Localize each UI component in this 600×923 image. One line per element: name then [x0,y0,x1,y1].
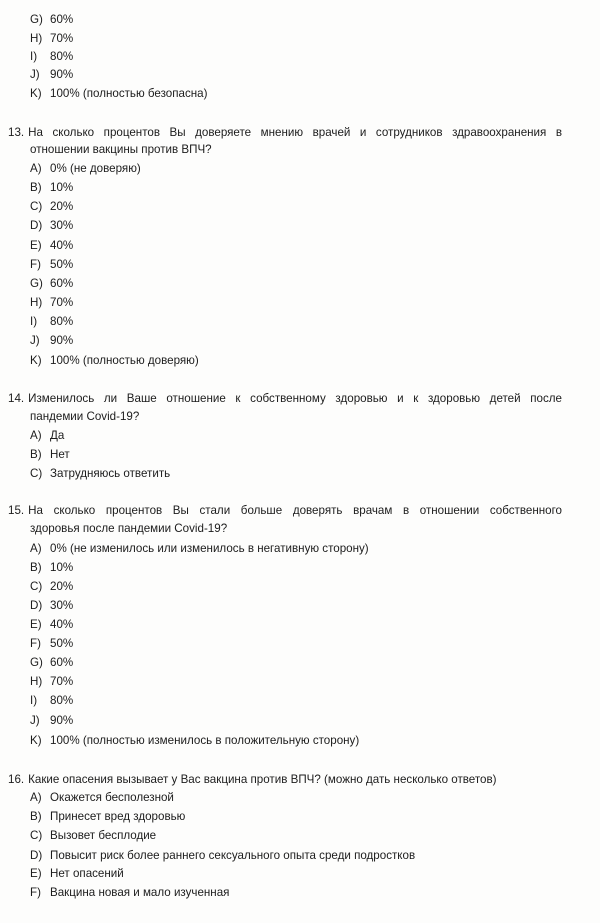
option-item: D) 30% [30,219,74,232]
option-item: H) 70% [30,32,74,45]
option-item: C) 20% [30,580,74,593]
option-item: E) 40% [30,618,74,631]
option-item: K) 100% (полностью безопасна) [30,87,208,100]
question-15-line-1: 15. На сколько процентов Вы стали больше доверять врачам в отношении собственного [8,504,562,517]
option-item: C) Вызовет бесплодие [30,829,157,842]
option-item: F) Вакцина новая и мало изученная [30,886,230,899]
option-item: H) 70% [30,675,74,688]
option-item: G) 60% [30,277,74,290]
question-14-line-2: пандемии Covid-19? [30,410,140,423]
option-item: I) 80% [30,50,74,63]
option-item: F) 50% [30,637,74,650]
question-16-line-1: 16. Какие опасения вызывает у Вас вакцина против ВПЧ? (можно дать несколько ответов) [8,773,497,786]
option-item: A) Да [30,429,65,442]
question-14-line-1: 14. Изменилось ли Ваше отношение к собственному здоровью и к здоровью детей после [8,392,562,405]
option-item: E) 40% [30,239,74,252]
option-item: B) 10% [30,181,74,194]
option-item: G) 60% [30,656,74,669]
option-item: A) Окажется бесполезной [30,791,174,804]
question-13-line-2: отношении вакцины против ВПЧ? [30,143,212,156]
option-item: G) 60% [30,13,74,26]
option-item: K) 100% (полностью доверяю) [30,354,199,367]
option-item: H) 70% [30,296,74,309]
option-item: E) Нет опасений [30,867,124,880]
option-item: J) 90% [30,334,74,347]
option-item: A) 0% (не изменилось или изменилось в негативную сторону) [30,542,369,555]
option-item: D) 30% [30,599,74,612]
option-item: C) 20% [30,200,74,213]
option-item: J) 90% [30,68,74,81]
option-item: B) Принесет вред здоровью [30,810,186,823]
option-item: C) Затрудняюсь ответить [30,467,171,480]
question-15-line-2: здоровья после пандемии Covid-19? [30,522,228,535]
option-item: J) 90% [30,714,74,727]
option-item: B) 10% [30,561,74,574]
option-item: D) Повысит риск более раннего сексуального опыта среди подростков [30,849,416,862]
option-item: I) 80% [30,694,74,707]
option-item: F) 50% [30,258,74,271]
question-13-line-1: 13. На сколько процентов Вы доверяете мнению врачей и сотрудников здравоохранения в [8,126,562,139]
option-item: I) 80% [30,315,74,328]
option-item: A) 0% (не доверяю) [30,162,141,175]
option-item: K) 100% (полностью изменилось в положительную сторону) [30,734,360,747]
option-item: B) Нет [30,448,70,461]
